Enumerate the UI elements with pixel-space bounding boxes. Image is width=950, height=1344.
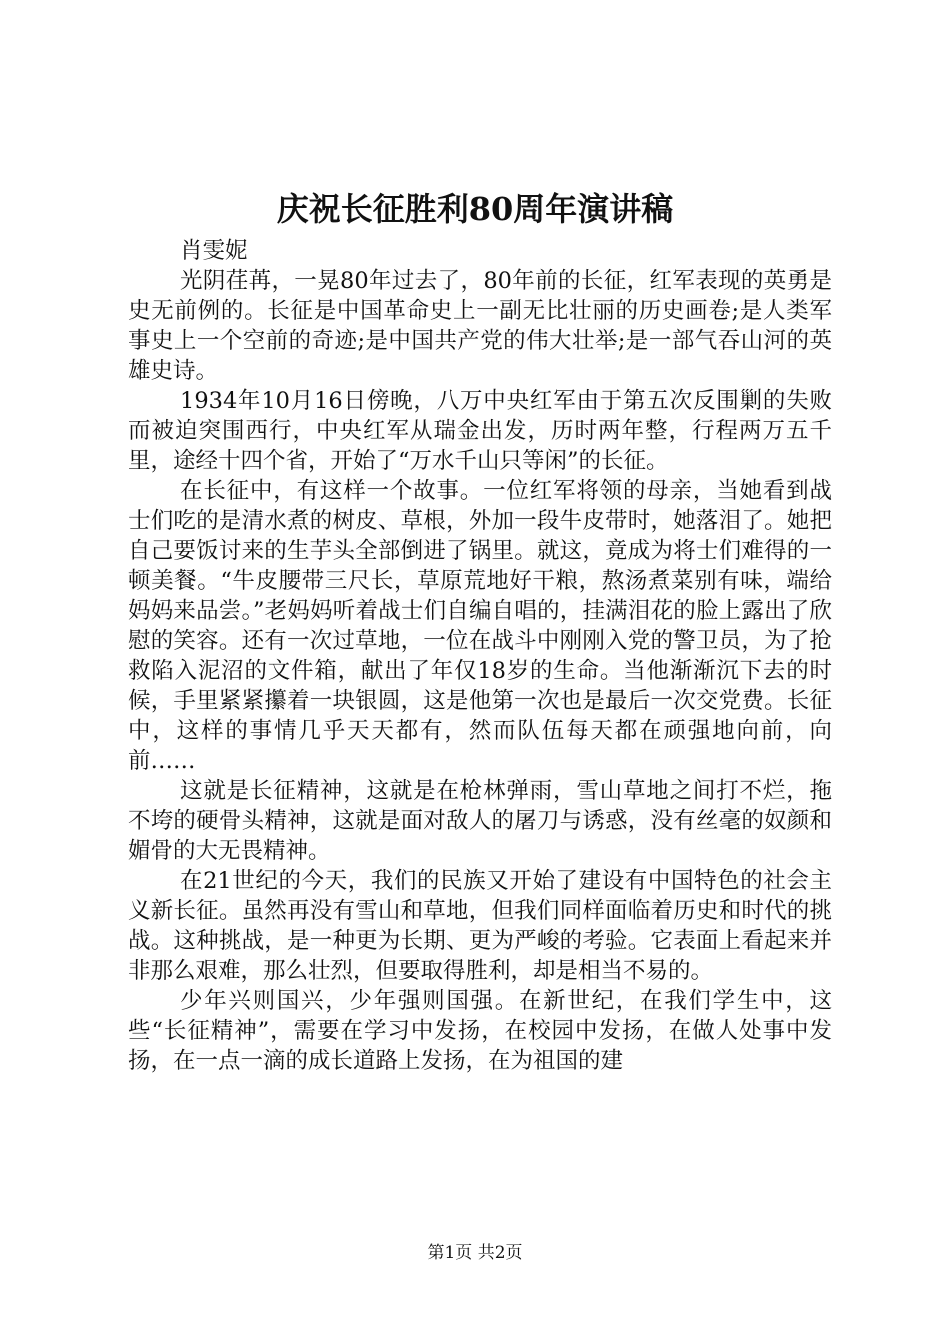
paragraph: 在21世纪的今天，我们的民族又开始了建设有中国特色的社会主义新长征。虽然再没有雪山和草地，但我们同样面临着历史和时代的挑战。这种挑战，是一种更为长期、更为严峻的考验。它表面上看起来并非那么艰难，那么壮烈，但要取得胜利，却是相当不易的。: [128, 868, 832, 984]
paragraph: 1934年10月16日傍晚，八万中央红军由于第五次反围剿的失败而被迫突围西行，中央红军从瑞金出发，历时两年整，行程两万五千里，途经十四个省，开始了“万水千山只等闲”的长征。: [128, 388, 832, 474]
paragraph: 光阴荏苒，一晃80年过去了，80年前的长征，红军表现的英勇是史无前例的。长征是中国革命史上一副无比壮丽的历史画卷;是人类军事史上一个空前的奇迹;是中国共产党的伟大壮举;是一部气吞山河的英雄史诗。: [128, 268, 832, 384]
document-body: [128, 236, 832, 1076]
document-title: 庆祝长征胜利80周年演讲稿: [276, 190, 674, 228]
paragraph: 在长征中，有这样一个故事。一位红军将领的母亲，当她看到战士们吃的是清水煮的树皮、草根，外加一段牛皮带时，她落泪了。她把自己要饭讨来的生芋头全部倒进了锅里。就这，竟成为将士们难得的一顿美餐。“牛皮腰带三尺长，草原荒地好干粮，熬汤煮菜别有味，端给妈妈来品尝。”老妈妈听着战士们自编自唱的，挂满泪花的脸上露出了欣慰的笑容。还有一次过草地，一位在战斗中刚刚入党的警卫员，为了抢救陷入泥沼的文件箱，献出了年仅18岁的生命。当他渐渐沉下去的时候，手里紧紧攥着一块银圆，这是他第一次也是最后一次交党费。长征中，这样的事情几乎天天都有，然而队伍每天都在顽强地向前，向前……: [128, 478, 832, 774]
paragraph: 少年兴则国兴，少年强则国强。在新世纪，在我们学生中，这些“长征精神”，需要在学习中发扬，在校园中发扬，在做人处事中发扬，在一点一滴的成长道路上发扬，在为祖国的建: [128, 988, 832, 1074]
page-number-footer: 第1页 共2页: [427, 1243, 523, 1263]
author-name: 肖雯妮: [180, 238, 248, 264]
paragraph: 这就是长征精神，这就是在枪林弹雨，雪山草地之间打不烂，拖不垮的硬骨头精神，这就是面对敌人的屠刀与诱惑，没有丝毫的奴颜和媚骨的大无畏精神。: [128, 778, 832, 864]
